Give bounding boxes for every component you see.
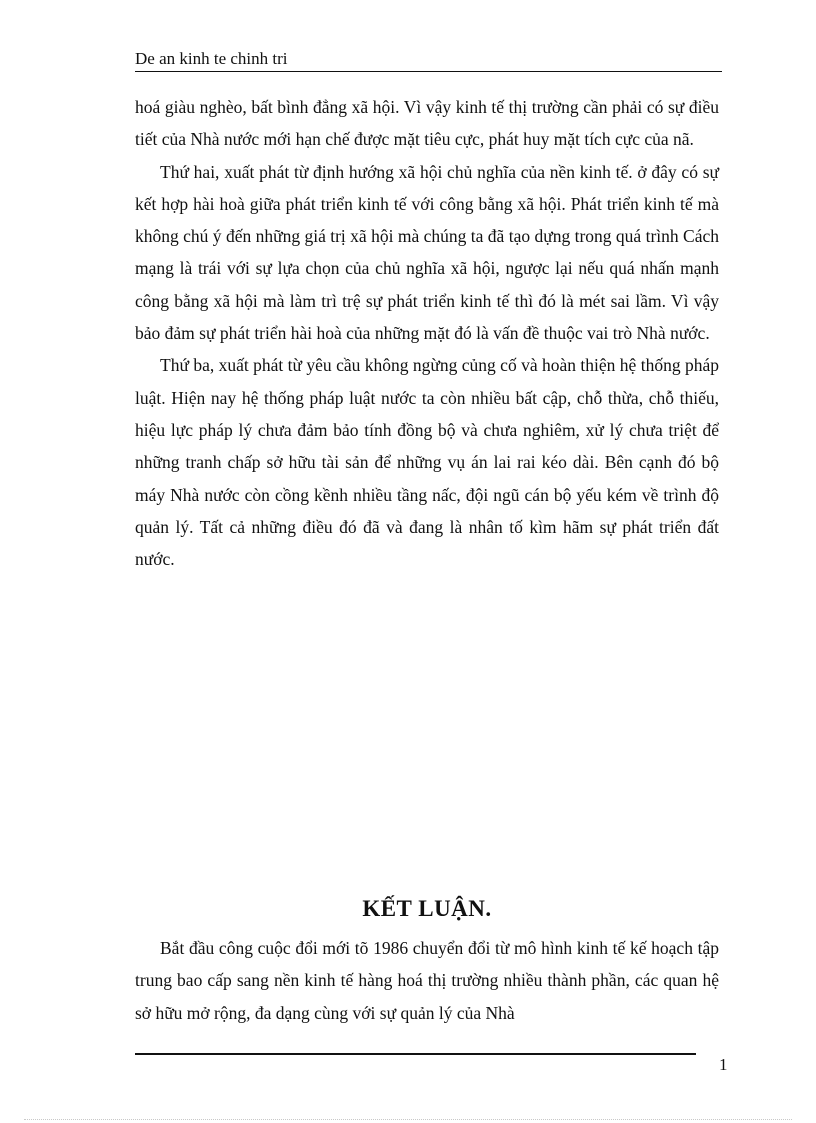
page-number: 1 [719,1055,728,1074]
conclusion-text [135,932,719,1029]
paragraph-conclusion: Bắt đầu công cuộc đổi mới tõ 1986 chuyển đổi từ mô hình kinh tế kế hoạch tập trung bao cấp sang nền kinh tế hàng hoá thị trường nhiều thành phần, các quan hệ sở hữu mở rộng, đa dạng cùng với sự quản lý của Nhà [135,938,719,1023]
page-edge-divider [24,1119,792,1120]
footer-rule [135,1053,696,1055]
section-title-conclusion: KẾT LUẬN. [362,896,492,921]
body-text [135,91,719,575]
paragraph-continuation: hoá giàu nghèo, bất bình đẳng xã hội. Vì vậy kinh tế thị trường cần phải có sự điều tiết của Nhà nước mới hạn chế được mặt tiêu cực, phát huy mặt tích cực của nã. [135,97,719,150]
paragraph-second-reason: Thứ hai, xuất phát từ định hướng xã hội chủ nghĩa của nền kinh tế. ở đây có sự kết hợp hài hoà giữa phát triển kinh tế với công bằng xã hội. Phát triển kinh tế mà không chú ý đến những giá trị xã hội mà chúng ta đã tạo dựng trong quá trình Cách mạng là trái với sự lựa chọn của chủ nghĩa xã hội, ngược lại nếu quá nhấn mạnh công bằng xã hội mà làm trì trệ sự phát triển kinh tế thì đó là mét sai lầm. Vì vậy bảo đảm sự phát triển hài hoà của những mặt đó là vấn đề thuộc vai trò Nhà nước. [135,161,719,344]
running-header: De an kinh te chinh tri [135,49,722,72]
paragraph-third-reason: Thứ ba, xuất phát từ yêu cầu không ngừng củng cố và hoàn thiện hệ thống pháp luật. Hiện nay hệ thống pháp luật nước ta còn nhiều bất cập, chỗ thừa, chỗ thiếu, hiệu lực pháp lý chưa đảm bảo tính đồng bộ và chưa nghiêm, xử lý chưa triệt để những tranh chấp sở hữu tài sản để những vụ án lai rai kéo dài. Bên cạnh đó bộ máy Nhà nước còn cồng kềnh nhiều tầng nấc, đội ngũ cán bộ yếu kém về trình độ quản lý. Tất cả những điều đó đã và đang là nhân tố kìm hãm sự phát triển đất nước. [135,355,719,570]
